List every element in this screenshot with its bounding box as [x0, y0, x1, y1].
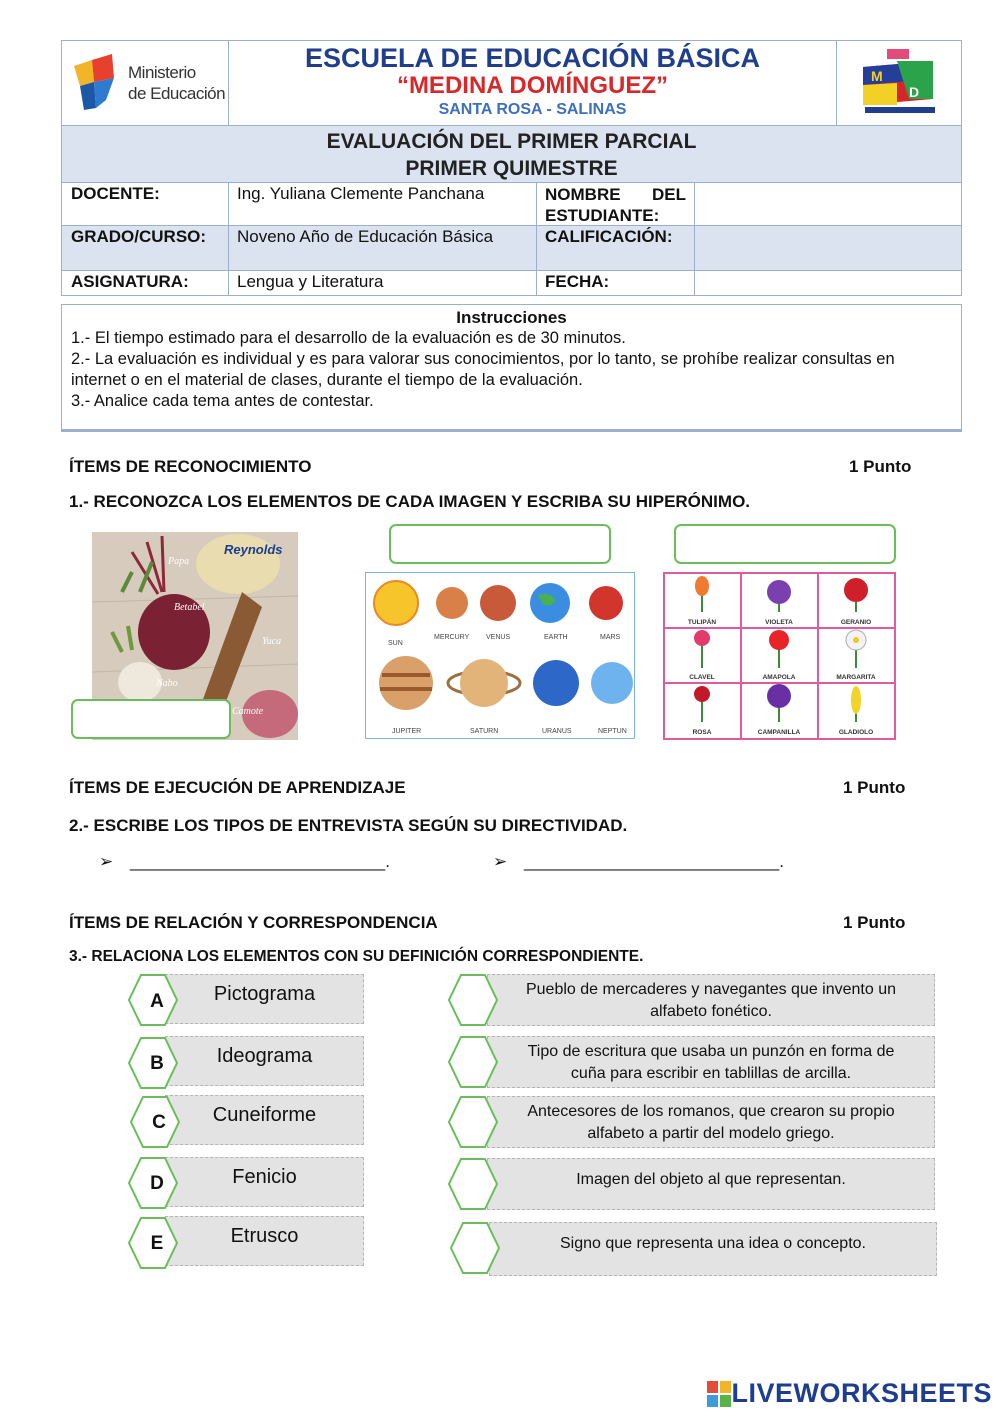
section2-points: 1 Punto [843, 778, 906, 797]
liveworksheets-text: LIVEWORKSHEETS [731, 1378, 992, 1408]
definition-box: Antecesores de los romanos, que crearon su propio alfabeto a partir del modelo griego. [487, 1096, 935, 1148]
info-row-asignatura [62, 271, 961, 295]
term-box: Etrusco [165, 1216, 364, 1266]
flower-label-clavel: CLAVEL [689, 674, 715, 681]
flowers-image [663, 572, 896, 740]
hexagon-drop-target[interactable] [450, 1222, 500, 1274]
term-letter: C [152, 1112, 166, 1133]
planet-label-jupiter: JUPITER [392, 728, 422, 735]
hexagon-drop-target[interactable] [448, 974, 498, 1026]
planet-label-earth: EARTH [544, 634, 568, 641]
svg-text:M: M [871, 68, 883, 84]
hexagon-drop-target[interactable] [448, 1036, 498, 1088]
term-box: Cuneiforme [165, 1095, 364, 1145]
planet-label-saturn: SATURN [470, 728, 499, 735]
evaluation-title: EVALUACIÓN DEL PRIMER PARCIAL [326, 130, 697, 153]
ministry-line2: de Educación [128, 84, 226, 103]
docente-label: DOCENTE: [62, 183, 229, 225]
ministry-line1: Ministerio [128, 63, 196, 82]
veg-label-papa: Papa [168, 556, 190, 567]
blank-answer-2[interactable]: ___________________________. [523, 852, 784, 871]
info-row-grado [62, 226, 961, 271]
term-letter: D [150, 1173, 164, 1194]
docente-value: Ing. Yuliana Clemente Panchana [229, 183, 537, 225]
ministry-emblem-icon [72, 52, 124, 114]
planets-illustration [366, 573, 635, 739]
section1-heading: ÍTEMS DE RECONOCIMIENTO [69, 457, 312, 476]
evaluation-title-band [62, 126, 961, 183]
grado-value: Noveno Año de Educación Básica [229, 226, 537, 270]
planet-label-venus: VENUS [486, 634, 511, 641]
calificacion-field[interactable] [695, 226, 961, 270]
liveworksheets-logo [707, 1378, 992, 1409]
info-row-docente [62, 183, 961, 226]
hexagon-drop-target[interactable] [448, 1096, 498, 1148]
question3: 3.- RELACIONA LOS ELEMENTOS CON SU DEFINICIÓN CORRESPONDIENTE. [69, 948, 644, 965]
instructions-title: Instrucciones [456, 308, 567, 327]
term-box: Ideograma [165, 1036, 364, 1086]
instruction-item-3: 3.- Analice cada tema antes de contestar. [71, 392, 374, 410]
veg-brand-label: Reynolds [224, 542, 283, 557]
question1: 1.- RECONOZCA LOS ELEMENTOS DE CADA IMAGEN Y ESCRIBA SU HIPERÓNIMO. [69, 492, 751, 511]
term-letter: A [150, 991, 164, 1012]
answer-box-planets[interactable] [389, 524, 611, 564]
planet-label-mars: MARS [600, 634, 621, 641]
fecha-field[interactable] [695, 271, 961, 295]
fecha-label: FECHA: [537, 271, 695, 295]
term-box: Fenicio [165, 1157, 364, 1207]
instruction-item-1: 1.- El tiempo estimado para el desarrollo de la evaluación es de 30 minutos. [71, 329, 626, 347]
flower-label-geranio: GERANIO [840, 619, 872, 626]
section3-points: 1 Punto [843, 913, 906, 932]
veg-label-yuca: Yuca [262, 636, 282, 647]
planet-label-sun: SUN [388, 640, 403, 647]
svg-text:D: D [909, 84, 920, 100]
veg-label-betabel: Betabel [174, 602, 205, 613]
question2: 2.- ESCRIBE LOS TIPOS DE ENTREVISTA SEGÚN SU DIRECTIVIDAD. [69, 816, 628, 835]
school-name: “MEDINA DOMÍNGUEZ” [396, 72, 669, 99]
flower-label-campanilla: CAMPANILLA [757, 729, 801, 736]
liveworksheets-icon [707, 1381, 731, 1407]
school-logo [836, 41, 961, 125]
term-box: Pictograma [165, 974, 364, 1024]
asignatura-label: ASIGNATURA: [62, 271, 229, 295]
bullet-arrow-icon: ➢ [99, 852, 114, 871]
planet-label-mercury: MERCURY [434, 634, 470, 641]
calificacion-label: CALIFICACIÓN: [537, 226, 695, 270]
flower-label-amapola: AMAPOLA [762, 674, 796, 681]
interview-type-1 [99, 852, 390, 872]
planets-image [365, 572, 635, 739]
asignatura-value: Lengua y Literatura [229, 271, 537, 295]
header-table [61, 40, 962, 296]
grado-label: GRADO/CURSO: [62, 226, 229, 270]
school-crest-icon [857, 47, 941, 119]
answer-box-flowers[interactable] [674, 524, 896, 564]
flowers-illustration [663, 572, 896, 740]
nombre-field[interactable] [695, 183, 961, 225]
blank-answer-1[interactable]: ___________________________. [129, 852, 390, 871]
school-location: SANTA ROSA - SALINAS [438, 101, 627, 118]
planet-label-uranus: URANUS [542, 728, 572, 735]
veg-label-nabo: Nabo [156, 678, 178, 689]
section1-points: 1 Punto [849, 457, 912, 476]
flower-label-violeta: VIOLETA [765, 619, 793, 626]
flower-label-tulipan: TULIPÁN [687, 619, 717, 626]
answer-box-vegetables[interactable] [71, 699, 231, 739]
section2-heading: ÍTEMS DE EJECUCIÓN DE APRENDIZAJE [69, 778, 406, 797]
definition-box: Imagen del objeto al que representan. [487, 1158, 935, 1210]
nombre-label: NOMBRE DEL ESTUDIANTE: [537, 183, 695, 225]
term-letter: B [150, 1053, 164, 1074]
ministry-name [128, 62, 225, 104]
bullet-arrow-icon: ➢ [493, 852, 508, 871]
flower-label-margarita: MARGARITA [836, 674, 876, 681]
interview-type-2 [493, 852, 784, 872]
term-letter: E [150, 1233, 164, 1254]
instructions-box [61, 304, 962, 432]
instruction-item-2: 2.- La evaluación es individual y es para valorar sus conocimientos, por lo tanto, se prohíbe realizar consultas en internet o en el material de clases, durante el tiempo de la evaluación. [71, 350, 895, 389]
veg-label-camote: Camote [232, 706, 264, 717]
hexagon-drop-target[interactable] [448, 1158, 498, 1210]
evaluation-subtitle: PRIMER QUIMESTRE [405, 157, 618, 180]
flower-label-rosa: ROSA [692, 729, 712, 736]
definition-box: Tipo de escritura que usaba un punzón en forma de cuña para escribir en tablillas de arcilla. [487, 1036, 935, 1088]
section3-heading: ÍTEMS DE RELACIÓN Y CORRESPONDENCIA [69, 913, 438, 932]
flower-label-gladiolo: GLADIOLO [838, 729, 874, 736]
planet-label-neptun: NEPTUN [598, 728, 627, 735]
ministry-logo [62, 41, 229, 125]
definition-box: Pueblo de mercaderes y navegantes que invento un alfabeto fonético. [487, 974, 935, 1026]
definition-box: Signo que representa una idea o concepto. [489, 1222, 937, 1276]
school-title: ESCUELA DE EDUCACIÓN BÁSICA [304, 43, 761, 73]
